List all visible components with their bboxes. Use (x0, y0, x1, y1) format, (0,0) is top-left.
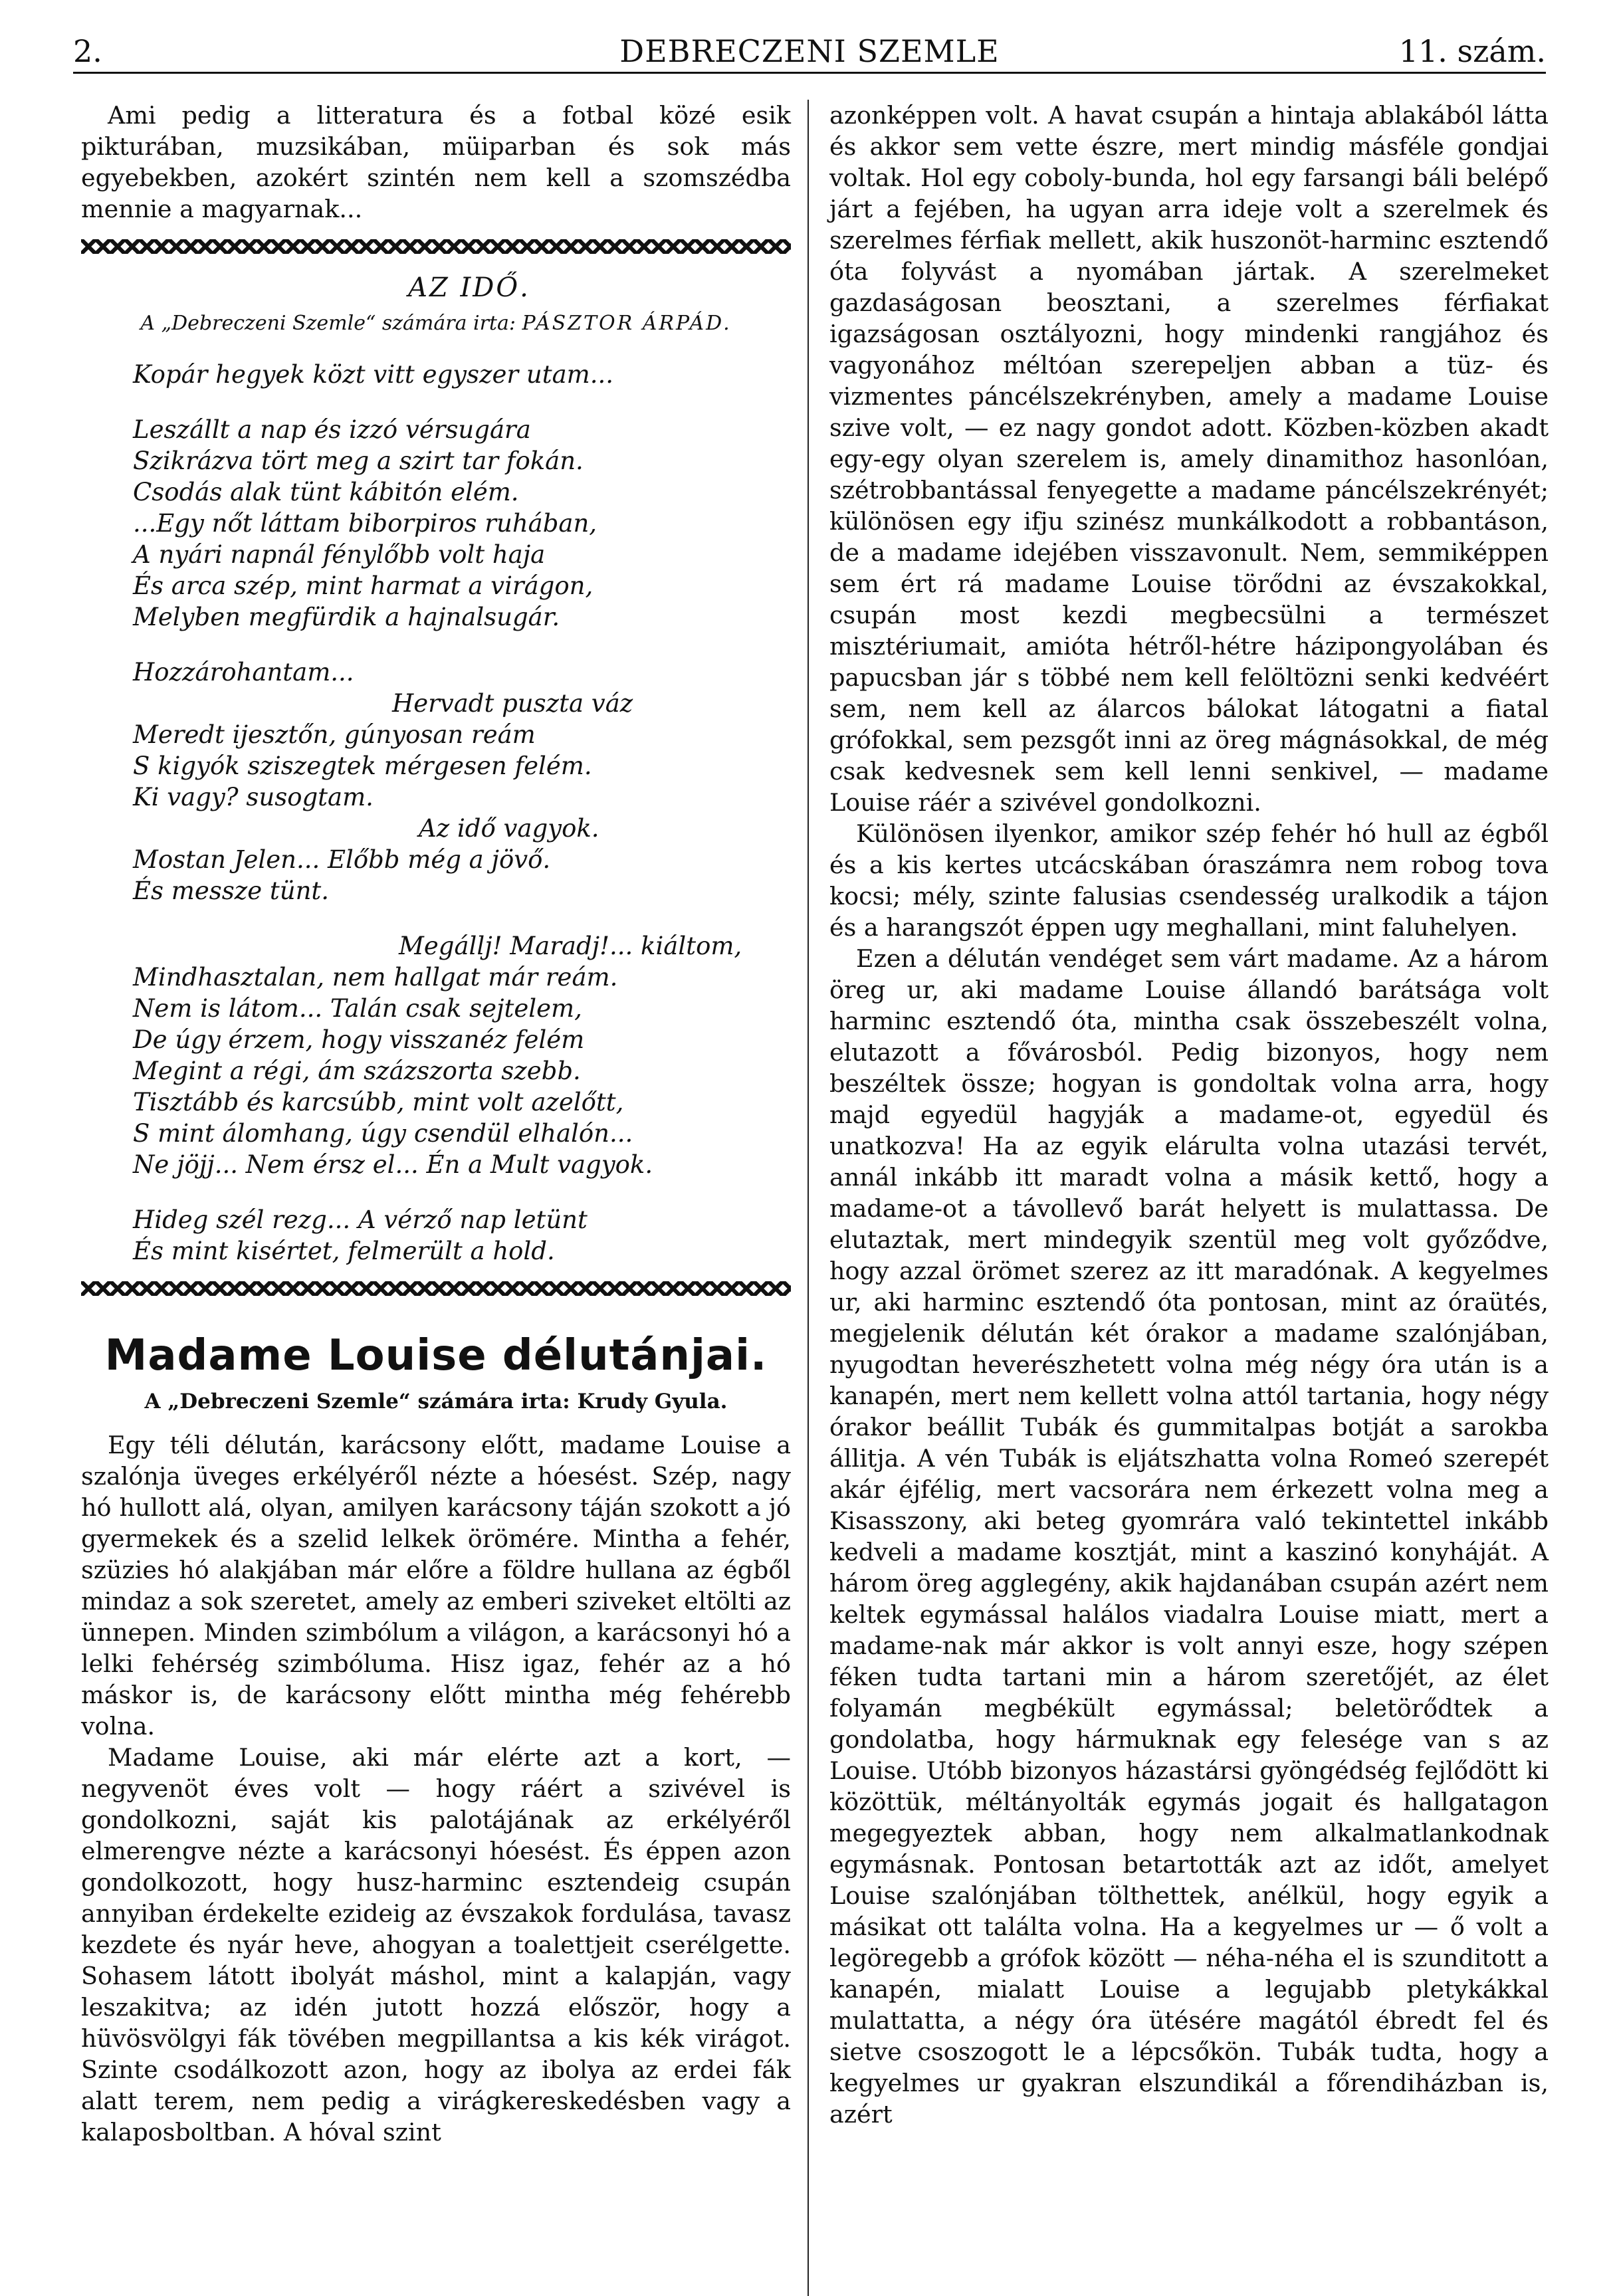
issue-number: 11. szám. (1398, 33, 1546, 69)
poem-line: Tisztább és karcsúbb, mint volt azelőtt, (133, 1088, 624, 1116)
poem-line: Hideg szél rezg... A vérző nap letünt (133, 1205, 588, 1234)
poem-line: Megint a régi, ám százszorta szebb. (133, 1057, 581, 1085)
page-number: 2. (73, 33, 102, 69)
poem-line: Megállj! Maradj!... kiáltom, (399, 932, 742, 960)
column-divider (808, 100, 809, 2296)
poem-line: Szikrázva tört meg a szirt tar fokán. (133, 447, 584, 475)
poem-line: Meredt ijesztőn, gúnyosan reám (133, 720, 536, 749)
journal-title: DEBRECZENI SZEMLE (619, 33, 1000, 69)
poem-body (81, 359, 791, 1267)
poem-line: Leszállt a nap és izzó vérsugára (133, 415, 531, 444)
poem-line: Kopár hegyek közt vitt egyszer utam... (133, 360, 613, 389)
article-paragraph: Madame Louise, aki már elérte azt a kort, — negyvenöt éves volt — hogy ráért a szivével is gondolkozni, saját kis palotájának az erkélyéről elmerengve nézte a karácsonyi hóesést. És éppen azon gondolkozott, hogy husz-harminc esztendeig csupán annyiban érdekelte ezideig az évszakok fordulása, tavasz kezdete és nyár heve, ahogyan a toalettjeit cserélgette. Sohasem látott ibolyát máshol, mint a kalapján, vagy leszakitva; az idén jutott hozzá először, hogy a hüvösvölgyi fák tövében megpillantsa a kis kék virágot. Szinte csodálkozott azon, hogy az ibolya az erdei fák alatt terem, nem pedig a virágkereskedésben vagy a kalaposboltban. A hóval szint (81, 1743, 791, 2146)
poem-line: S kigyók sziszegtek mérgesen felém. (133, 752, 592, 780)
poem-title: AZ IDŐ. (408, 272, 530, 303)
ornament-divider-top (81, 239, 791, 254)
ornament-divider-bottom (81, 1281, 791, 1296)
poem-line: S mint álomhang, úgy csendül elhalón... (133, 1119, 633, 1148)
header-rule (73, 72, 1546, 74)
poem-byline (81, 308, 791, 339)
poem-line: Hervadt puszta váz (392, 689, 633, 718)
poem-line: És messze tünt. (133, 877, 330, 905)
right-column (829, 100, 1549, 2130)
poem-line: Ki vagy? susogtam. (133, 783, 374, 811)
left-column (81, 100, 791, 2148)
poem-line: De úgy érzem, hogy visszanéz felém (133, 1025, 585, 1054)
poem-line: Nem is látom... Talán csak sejtelem, (133, 994, 582, 1023)
poem-line: Melyben megfürdik a hajnalsugár. (133, 603, 560, 631)
poem-author: PÁSZTOR ÁRPÁD. (522, 312, 732, 335)
article-byline: A „Debreczeni Szemle“ számára irta: Krudy Gyula. (144, 1390, 728, 1413)
article-title: Madame Louise délutánjai. (104, 1331, 768, 1380)
poem-byline-prefix: A „Debreczeni Szemle“ számára irta: (140, 312, 516, 335)
poem-line: Ne jöjj... Nem érsz el... Én a Mult vagyok. (133, 1150, 653, 1179)
poem-line: Csodás alak tünt kábitón elém. (133, 478, 519, 506)
poem-line: Mostan Jelen... Előbb még a jövő. (133, 845, 551, 874)
poem-line: És mint kisértet, felmerült a hold. (133, 1237, 555, 1265)
poem-line: És arca szép, mint harmat a virágon, (133, 572, 594, 600)
poem-line: ...Egy nőt láttam biborpiros ruhában, (133, 509, 597, 538)
poem-line: Mindhasztalan, nem hallgat már reám. (133, 963, 618, 991)
page-header (73, 33, 1546, 69)
article-paragraph: Ezen a délután vendéget sem várt madame. Az a három öreg ur, aki madame Louise állandó barátsága volt harminc esztendő óta, mintha csak összebeszélt volna, elutazott a fővárosból. Pedig bizonyos, hogy nem beszéltek össze; hogyan is gondoltak volna arra, hogy majd egyedül hagyják a madame-ot, egyedül és unatkozva! Ha az egyik elárulta volna utazási tervét, annál inkább itt maradt volna a másik kettő, hogy a madame-ot a távollevő barát helyett is mulattassa. De elutaztak, mert mindegyik szentül meg volt győződve, hogy azzal örömet szerez az itt maradónak. A kegyelmes ur, aki harminc esztendő óta pontosan, mint az óraütés, megjelenik délután két órakor a madame szalónjában, nyugodtan heverészhetett volna még négy óra után is a kanapén, mert nem kellett volna attól tartania, hogy négy órakor beállit Tubák és gummitalpas botját a sarokba állitja. A vén Tubák is eljátszhatta volna Romeó szerepét akár éjfélig, mert vacsorára nem érkezett volna meg a Kisasszony, aki beteg gyomrára való tekintettel inkább kedveli a madame kosztját, mint a kaszinó konyháját. A három öreg agglegény, akik hajdanában csupán azért nem keltek egymással halálos viadalra Louise miatt, mert a madame-nak már akkor is volt annyi esze, hogy szépen féken tudta tartani min a három szeretőjét, az élet folyamán megbékült egymással; beletörődtek a gondolatba, hogy hármuknak egy felesége van s az Louise. Utóbb bizonyos házastársi gyöngédség fejlődött ki közöttük, méltányolták egymás jogait és hallgatagon megegyeztek abban, hogy nem alkalmatlankodnak egymásnak. Pontosan betartották azt az időt, amelyet Louise szalónjában tölthettek, anélkül, hogy egyik a másikat ott találta volna. Ha a kegyelmes ur — ő volt a legöregebb a grófok között — néha-néha el is szunditott a kanapén, mialatt Louise a legujabb pletykákkal mulattatta, a négy óra ütésére magától ébredt fel és sietve csoszogott le a lépcsőkön. Tubák tudta, hogy a kegyelmes ur gyakran elszundikál a főrendiházban is, azért (829, 944, 1549, 2129)
article-paragraph: Különösen ilyenkor, amikor szép fehér hó hull az égből és a kis kertes utcácskában óraszámra nem robog tova kocsi; mély, szinte falusias csendesség uralkodik a tájon és a harangszót éppen ugy meghallani, mint faluhelyen. (829, 819, 1549, 942)
article-paragraph: Egy téli délután, karácsony előtt, madame Louise a szalónja üveges erkélyéről nézte a hóesést. Szép, nagy hó hullott alá, olyan, amilyen karácsony táján szokott a jó gyermekek és a szelid lelkek örömére. Mintha a fehér, szüzies hó alakjában már előre a földre hullana az égből mindaz a sok szeretet, amely az emberi sziveket eltölti az ünnepen. Minden szimbólum a világon, a karácsonyi hó a lelki fehérség szimbóluma. Hisz igaz, fehér az a hó máskor is, de karácsony előtt mintha még fehérebb volna. (81, 1431, 791, 1740)
poem-line: A nyári napnál fénylőbb volt haja (133, 540, 546, 569)
poem-line: Az idő vagyok. (419, 814, 599, 843)
intro-paragraph: Ami pedig a litteratura és a fotbal közé esik pikturában, muzsikában, müiparban és sok más egyebekben, azokért szintén nem kell a szomszédba mennie a magyarnak... (81, 101, 791, 223)
article-paragraph: azonképpen volt. A havat csupán a hintaja ablakából látta és akkor sem vette észre, mert mindig másféle gondjai voltak. Hol egy coboly-bunda, hol egy farsangi báli belépő járt a fejében, ha ugyan arra ideje volt a szerelmek és szerelmes férfiak mellett, akik huszonöt-harminc esztendő óta folyvást a nyomában jártak. A szerelmeket gazdaságosan beosztani, a szerelmes férfiakat igazságosan osztályozni, hogy mindenki rangjához és vagyonához méltóan szerepeljen abban a tüz- és vizmentes páncélszekrényben, amely a madame Louise szive volt, — ez nagy gondot adott. Közben-közben akadt egy-egy olyan szerelem is, amely dinamithoz hasonlóan, szétrobbantással fenyegette a madame páncélszekrényét; különösen egy ifju szinész munkálkodott a robbantáson, de a madame idejében visszavonult. Nem, semmiképpen sem ért rá madame Louise törődni az évszakokkal, csupán most kezdi megbecsülni a természet misztériumait, amióta hétről-hétre házipongyolában és papucsban jár s többé nem kell felöltözni senki kedvéért sem, nem kell az álarcos bálokat látogatni a fiatal grófokkal, sem pezsgőt inni az öreg mágnásokkal, de még csak kedvesnek sem kell lenni senkivel, — madame Louise ráér a szivével gondolkozni. (829, 101, 1549, 817)
poem-line: Hozzárohantam... (133, 658, 354, 686)
